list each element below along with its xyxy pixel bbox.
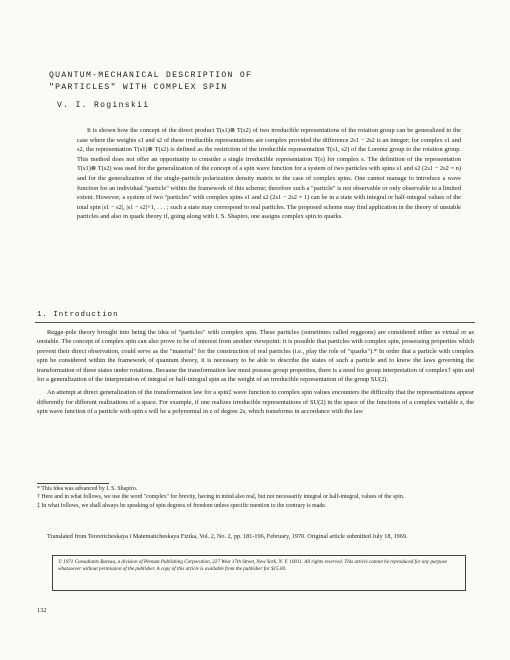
section-rule	[35, 322, 475, 323]
footnotes	[37, 485, 457, 510]
footnote-3: ‡ In what follows, we shall always be speaking of spin degrees of freedom unless specific mention to the contrary is made.	[37, 502, 327, 509]
introduction-body	[37, 328, 474, 421]
section-heading: 1. Introduction	[37, 311, 119, 319]
footnote-1: * This idea was advanced by I. S. Shapiro.	[37, 486, 138, 492]
translation-note: Translated from Teoreticheskaya i Matematicheskaya Fizika, Vol. 2, No. 2, pp. 181-196, February, 1970. Original article submitted July 18, 1969.	[47, 533, 408, 540]
paper-title	[49, 70, 469, 94]
footnote-2: † Here and in what follows, we use the word "complex" for brevity, having in mind also real, but not necessarily integral or half-integral, values of the spin.	[37, 494, 405, 501]
title-line-2: "PARTICLES" WITH COMPLEX SPIN	[49, 83, 228, 92]
page-number: 132	[37, 607, 47, 614]
copyright-text: © 1971 Consultants Bureau, a division of Plenum Publishing Corporation, 227 West 17th Street, New York, N. Y. 10011. All rights reserved. This article cannot be reproduced for any purpose whatsoever without permission of the publisher. A copy of this article is available from the publisher for $15.00.	[58, 559, 447, 573]
intro-paragraph-2: An attempt at direct generalization of the transformation law for a spin‡ wave function to complex spin values encounters the difficulty that the representations appear differently for different realizations of a space. For example, if one realizes irreducible representations of SU(2) in the space of the functions of a complex variable z, the spin wave function of a particle with spin s will be a polynomial in z of degree 2s, which transforms in accordance with the law	[37, 389, 474, 416]
copyright-box	[52, 555, 466, 591]
author-name: V. I. Roginskii	[57, 101, 150, 110]
intro-paragraph-1: Regge-pole theory brought into being the idea of "particles" with complex spin. These particles (sometimes called reggeons) are considered either as virtual or as unstable. The concept of complex spin can also prove to be of interest from another viewpoint: it is possible that particles with complex spin, possessing properties which prevent their direct observation, could serve as the "material" for the construction of real particles (i.e., play the role of "quarks").* In order that a particle with complex spin be considered within the framework of quantum theory, it is necessary to be able to describe the states of such a particle and to know the laws governing the transformation of these states under rotations. Because the transformation law must possess group properties, there is a need for group interpretation of complex† spin and for a generalization of the interpretation of integral or half-integral spin as the weight of an irreducible representation of the group SU(2).	[37, 329, 474, 384]
abstract	[77, 126, 461, 222]
abstract-text: It is shown how the concept of the direct product T(s1)⊗ T(s2) of two irreducible representations of the rotation group can be generalized to the case where the weights s1 and s2 of these irreducible representations are complex provided the difference 2s1 − 2s2 is an integer; for complex s1 and s2, the representation T(s1)⊗ T(s2) is defined as the restriction of the irreducible representation T(s1, s2) of the Lorentz group to the rotation group. This method does not offer an opportunity to consider a single irreducible representation T(s) for complex s. The definition of the representation T(s1)⊗ T(s2) was used for the generalization of the concept of a spin wave function for a system of two particles with spins s1 and s2 (2s1 − 2s2 = n) and for the generalization of the single-particle polarization density matrix to the case of complex spins. One cannot manage to introduce a wave function for an individual "particle" within the framework of this scheme; therefore such a "particle" is not observable or only observable to a limited extent. However, a system of two "particles" with complex spins s1 and s2 (2s1 − 2s2 = 1) can be in a state with integral or half-integral values of the total spin |s1 − s2|, |s1 − s2|+1, . . . ; such a state may correspond to real particles. The proposed scheme may find application in the theory of unstable particles and also in quark theory if, going along with I. S. Shapiro, one assigns complex spin to quarks.	[77, 127, 461, 221]
footnote-rule	[37, 483, 109, 484]
title-line-1: QUANTUM-MECHANICAL DESCRIPTION OF	[49, 71, 253, 80]
